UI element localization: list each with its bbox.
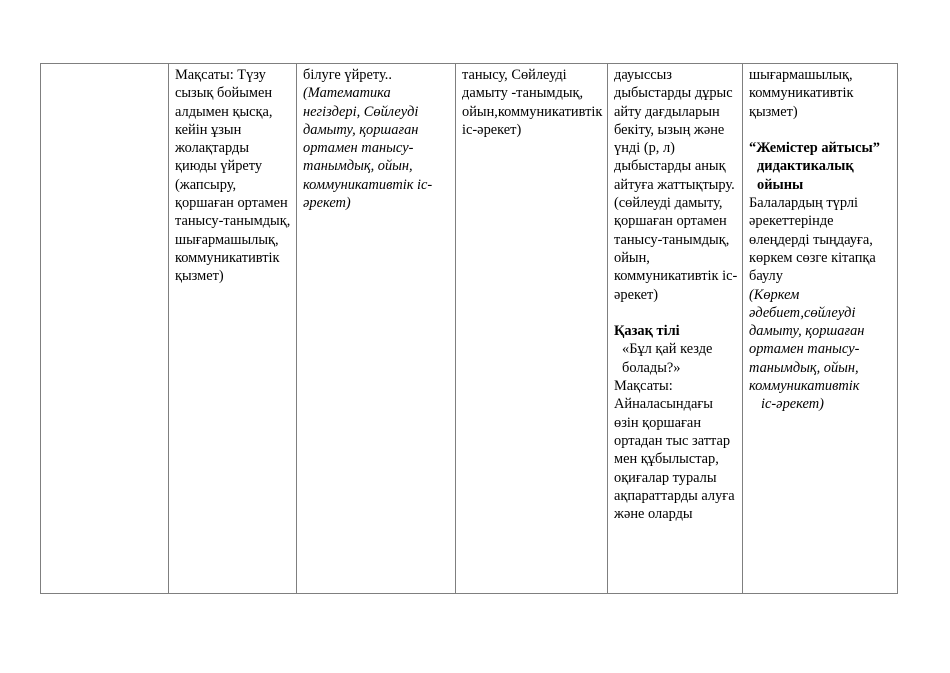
cell-text: шығармашылық, коммуникативтік қызмет) [749, 67, 854, 120]
cell-text: танысу, Сөйлеуді дамыту -танымдық, ойын,коммуникативтік іс-әрекет) [462, 67, 603, 138]
lesson-plan-table [40, 63, 898, 594]
cell-text: Мақсаты: Түзу сызық бойымен алдымен қысқа, кейін ұзын жолақтарды қиюды үйрету (жапсыру, қоршаған ортамен танысу-танымдық, шығармашылық, коммуникативтік қызмет) [175, 67, 291, 285]
cell-text: білуге үйрету.. [303, 67, 392, 83]
cell-goal-text: Мақсаты: Айналасындағы өзін қоршаған ортадан тыс заттар мен құбылыстар, оқиғалар туралы ақпараттарды алуға және оларды [614, 378, 735, 523]
table-cell-acquaintance [456, 64, 608, 594]
table-cell-math [297, 64, 456, 594]
cell-italic-note-end: іс-әрекет) [761, 396, 824, 413]
table-row [41, 64, 898, 594]
game-type: дидактикалық ойыны [757, 158, 854, 193]
game-title: “Жемістер айтысы” [749, 140, 880, 157]
topic-quote: «Бұл қай кезде болады?» [622, 341, 713, 376]
table-cell-speech [608, 64, 743, 594]
subject-heading: Қазақ тілі [614, 323, 680, 340]
cell-italic-note: (Математика негіздері, Сөйлеуді дамыту, қоршаған ортамен танысу-танымдық, ойын, коммуникативтік іс-әрекет) [303, 85, 433, 212]
cell-text: дауыссыз дыбыстарды дұрыс айту дағдыларын бекіту, ызың және үнді (р, л) дыбыстарды анық айтуға жаттықтыру. (сөйлеуді дамыту, қоршаған ортамен танысу-танымдық, ойын, коммуникативтік іс-әрекет) [614, 67, 738, 303]
table-cell-goal [169, 64, 297, 594]
cell-italic-note: (Көркем әдебиет,сөйлеуді дамыту, қоршаған ортамен танысу-танымдық, ойын, коммуникативтік [749, 286, 865, 395]
table-cell-game [743, 64, 898, 594]
table-cell-empty [41, 64, 169, 594]
game-description: Балалардың түрлі әрекеттерінде өлеңдерді тыңдауға, көркем сөзге кітапқа баулу [749, 195, 876, 285]
